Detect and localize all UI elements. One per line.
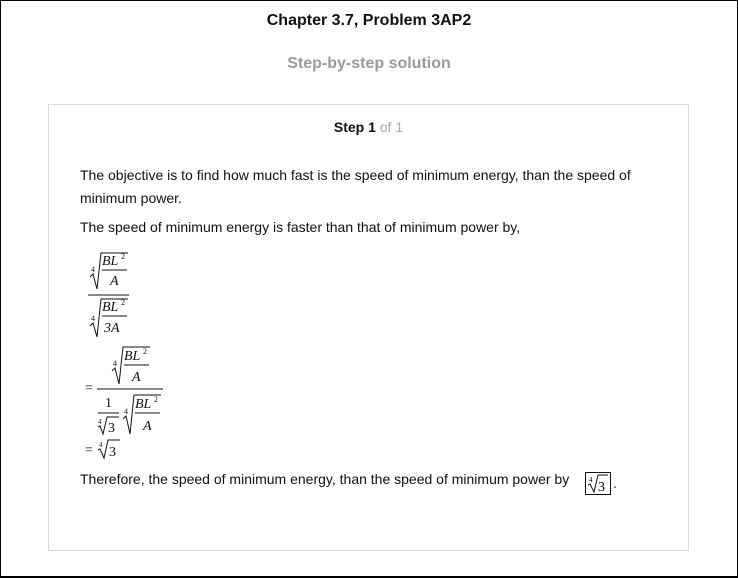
result-expression-svg <box>83 438 123 460</box>
answer-three: 3 <box>598 480 605 494</box>
solution-card <box>48 104 689 551</box>
simplified-expression <box>83 342 173 438</box>
den-small-root-index: 4 <box>98 418 102 426</box>
top-num-BL: BL <box>102 254 119 269</box>
frame-left-border <box>0 0 1 578</box>
conclusion-text: Therefore, the speed of minimum energy, than the speed of minimum power by <box>80 471 570 487</box>
eq1-equals: = <box>85 381 93 396</box>
ratio-expression-svg <box>87 249 147 337</box>
result-expression <box>83 438 123 460</box>
step-label: Step 1 <box>333 119 376 135</box>
num-root-index: 4 <box>113 359 117 368</box>
num-BL: BL <box>124 349 141 364</box>
frame-top-border <box>0 0 738 1</box>
answer-box <box>585 472 611 495</box>
den-root-index: 4 <box>124 407 128 416</box>
objective-text: The objective is to find how much fast is the speed of minimum energy, than the speed of minimum power. <box>80 167 631 206</box>
conclusion-period: . <box>613 475 617 491</box>
step-header <box>49 119 688 135</box>
step-count: of 1 <box>379 119 404 135</box>
bottom-root-index: 4 <box>91 314 95 323</box>
bottom-den-3A: 3A <box>104 321 120 336</box>
top-root-index: 4 <box>91 265 95 274</box>
statement-text: The speed of minimum energy is faster than that of minimum power by, <box>80 219 521 235</box>
den-small-three: 3 <box>108 421 115 436</box>
den-A: A <box>143 419 152 434</box>
bottom-num-BL: BL <box>102 300 119 315</box>
top-num-exp: 2 <box>121 252 125 261</box>
ratio-expression <box>87 249 147 337</box>
solution-subtitle: Step-by-step solution <box>287 55 451 72</box>
result-three: 3 <box>109 445 116 460</box>
bottom-num-exp: 2 <box>121 298 125 307</box>
den-exp: 2 <box>154 395 158 404</box>
num-exp: 2 <box>143 347 147 356</box>
answer-root-svg <box>586 473 610 494</box>
answer-root-index: 4 <box>589 476 593 484</box>
one: 1 <box>105 396 112 411</box>
result-equals: = <box>85 443 93 458</box>
simplified-expression-svg <box>83 342 173 438</box>
num-A: A <box>132 370 141 385</box>
result-root-index: 4 <box>99 441 103 449</box>
den-BL: BL <box>135 397 152 412</box>
chapter-title: Chapter 3.7, Problem 3AP2 <box>266 12 472 29</box>
top-den-A: A <box>110 274 119 289</box>
